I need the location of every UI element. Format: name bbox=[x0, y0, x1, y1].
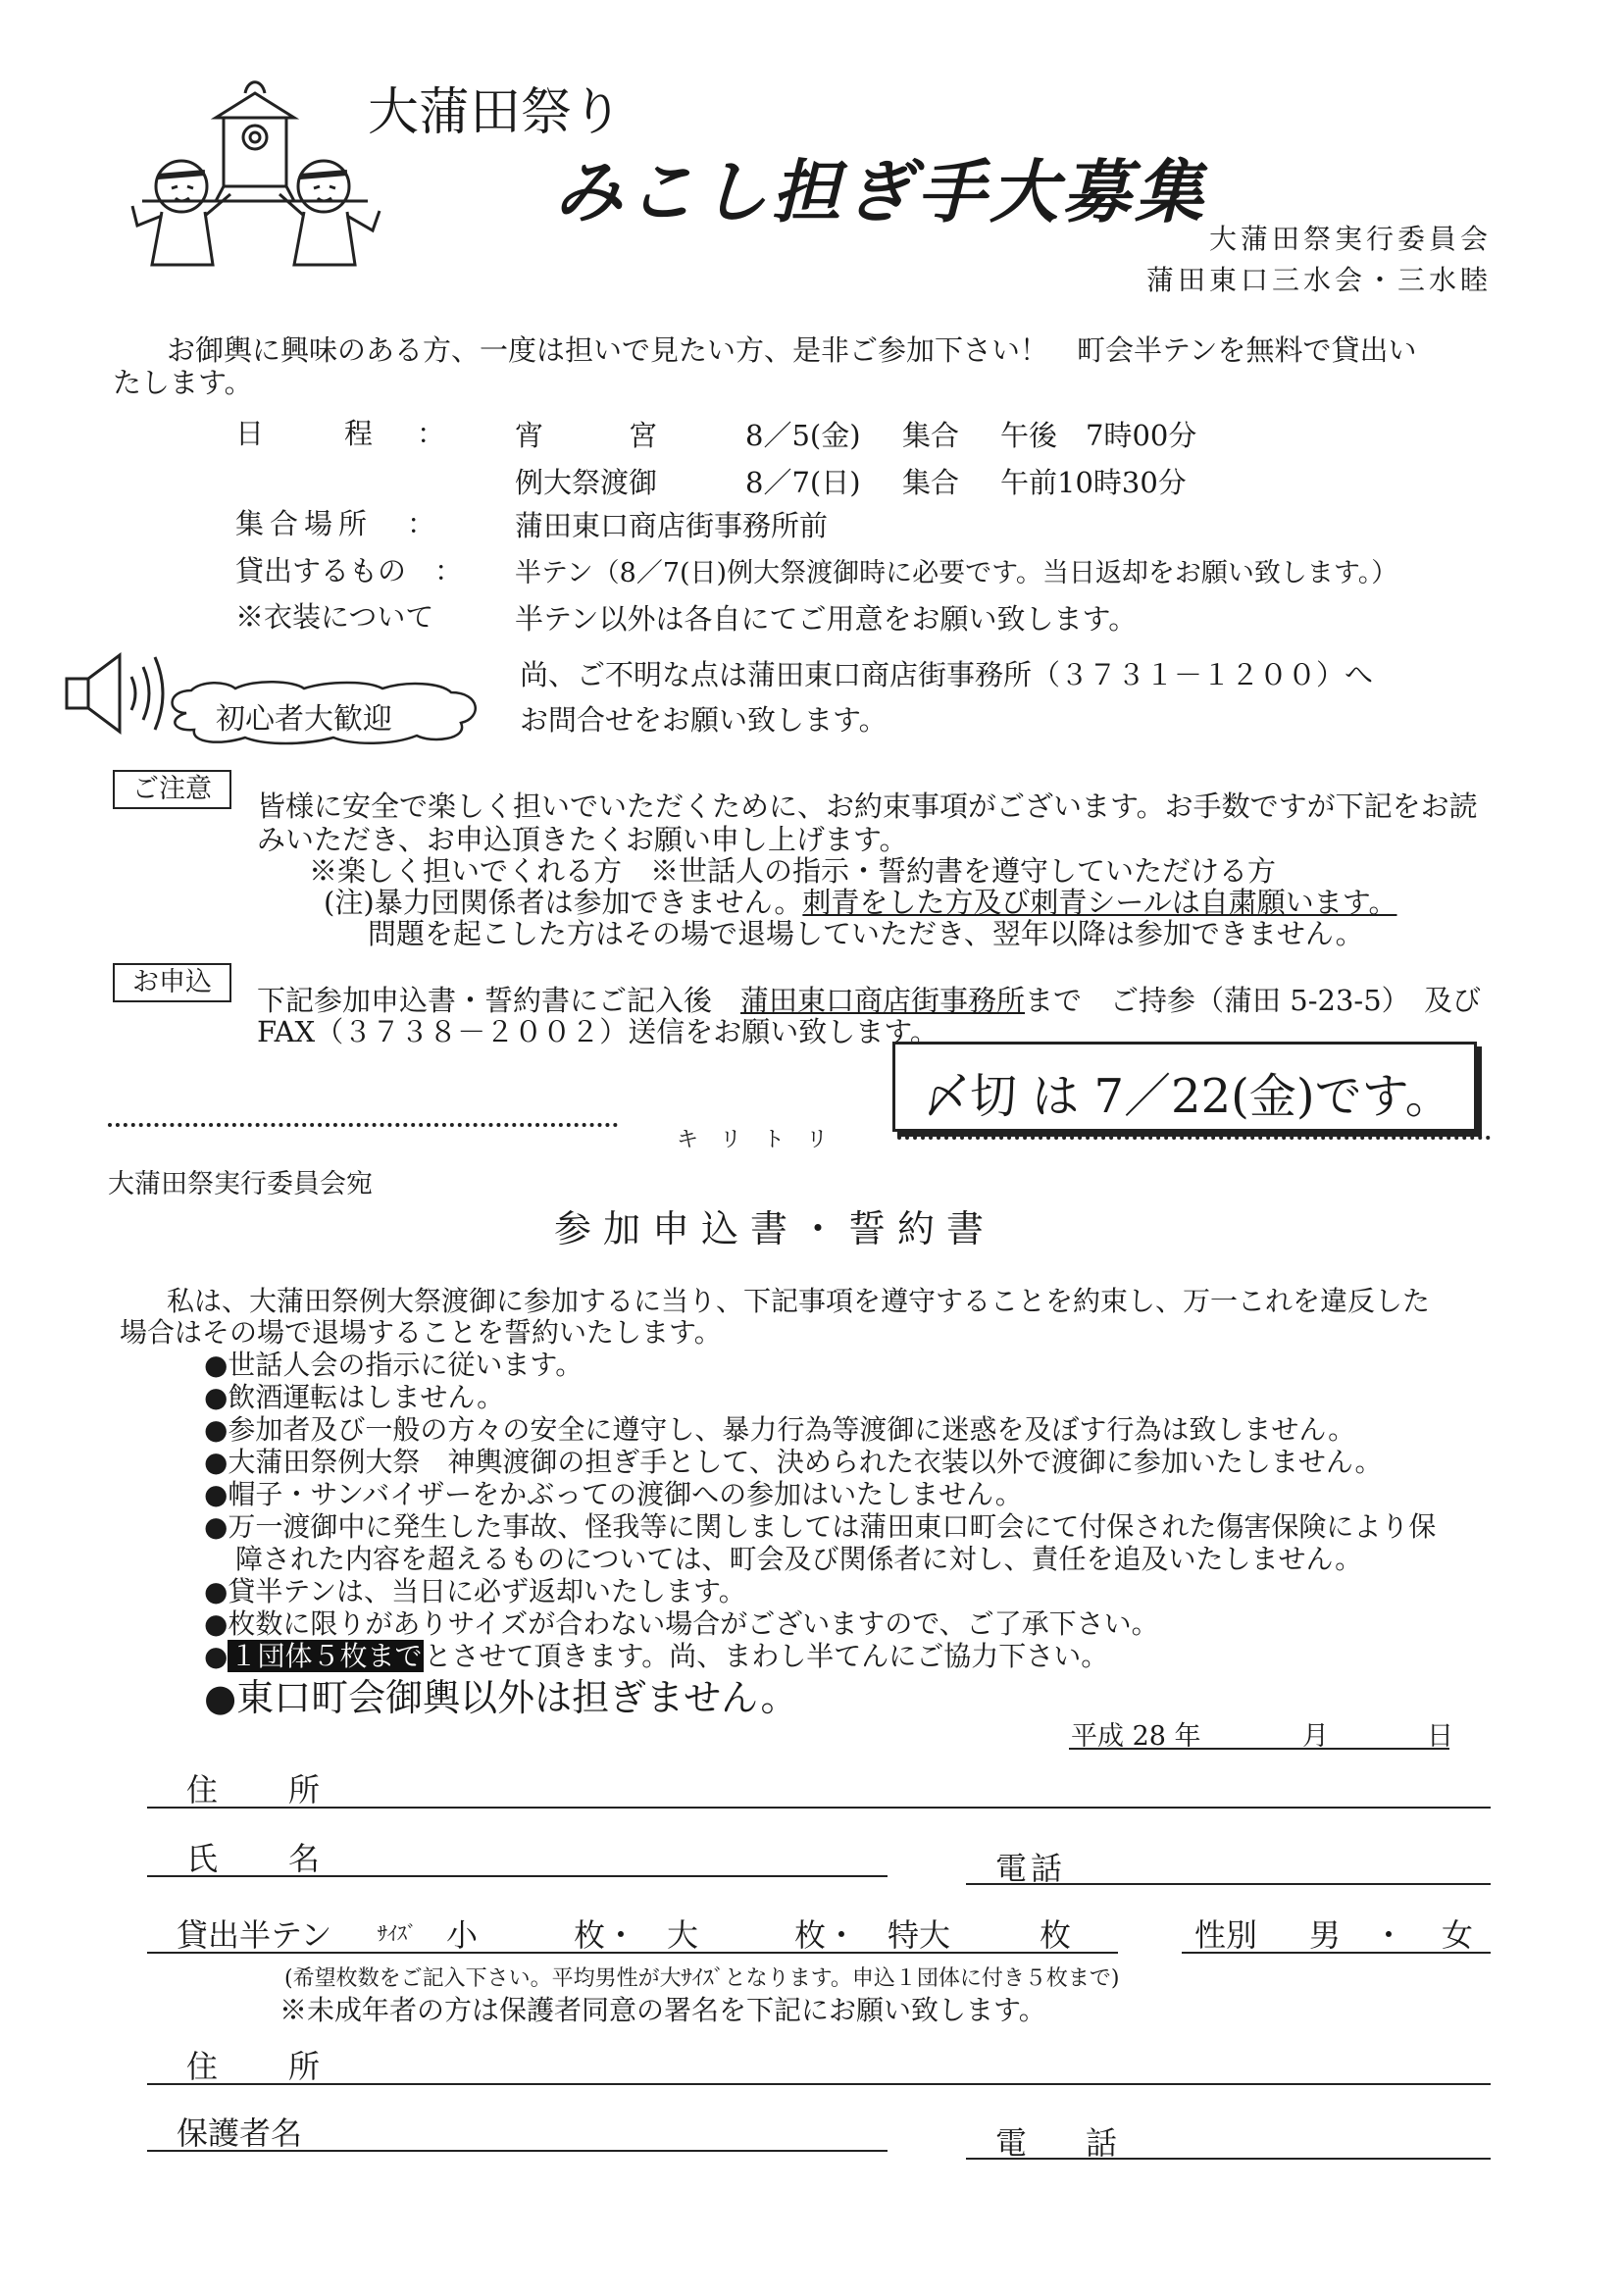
address-field[interactable] bbox=[147, 1807, 1491, 1809]
limit-rest: とさせて頂きます。尚、まわし半てんにご協力下さい。 bbox=[424, 1640, 1109, 1672]
gender-label: 性別 bbox=[1194, 1916, 1258, 1954]
intro-line-1: お御輿に興味のある方、一度は担いで見たい方、是非ご参加下さい！ 町会半テンを無料で貸出い bbox=[167, 333, 1417, 367]
meeting-place-value: 蒲田東口商店街事務所前 bbox=[515, 509, 829, 542]
date-day: 日 bbox=[1427, 1721, 1453, 1752]
gender-separator: ・ bbox=[1373, 1916, 1405, 1954]
schedule-label: 日 程 ： bbox=[235, 417, 454, 450]
apply-line-2: FAX（３７３８－２００２）送信をお願い致します。 bbox=[257, 1015, 939, 1048]
beginner-welcome-badge bbox=[157, 679, 490, 747]
guardian-address-label: 住 所 bbox=[186, 2048, 340, 2085]
notice-line-2: みいただき、お申込頂きたくお願い申し上げます。 bbox=[257, 823, 908, 856]
rule-item: ●枚数に限りがありサイズが合わない場合がございますので、ご了承下さい。 bbox=[204, 1607, 1159, 1640]
form-title: 参加申込書・誓約書 bbox=[554, 1207, 996, 1250]
gender-male[interactable]: 男 bbox=[1309, 1916, 1342, 1954]
apply-office: 蒲田東口商店街事務所 bbox=[740, 984, 1026, 1017]
form-addressee: 大蒲田祭実行委員会宛 bbox=[108, 1169, 373, 1199]
rule-item: ●世話人会の指示に従います。 bbox=[204, 1349, 584, 1381]
contact-line-1: 尚、ご不明な点は蒲田東口商店街事務所（３７３１－１２００）へ bbox=[520, 658, 1374, 691]
notice-tag: ご注意 bbox=[113, 770, 231, 809]
mikoshi-illustration bbox=[123, 78, 387, 275]
cut-line-left bbox=[108, 1123, 618, 1127]
sheets-label-3: 枚 bbox=[1040, 1916, 1072, 1954]
costume-value: 半テン以外は各自にてご用意をお願い致します。 bbox=[515, 602, 1138, 636]
notice-line-3: ※楽しく担いでくれる方 ※世話人の指示・誓約書を遵守していただける方 bbox=[309, 854, 1277, 888]
intro-line-2: たします。 bbox=[113, 366, 253, 399]
festival-name: 大蒲田祭り bbox=[368, 83, 624, 142]
guardian-phone-label: 電 話 bbox=[995, 2124, 1132, 2162]
size-label: ｻｲｽﾞ bbox=[378, 1921, 417, 1945]
notice-line-5: 問題を起こした方はその場で退場していただき、翌年以降は参加できません。 bbox=[368, 917, 1364, 950]
costume-label: ※衣装について bbox=[235, 600, 434, 634]
gender-field[interactable] bbox=[1182, 1952, 1491, 1954]
guardian-address-field[interactable] bbox=[147, 2083, 1491, 2085]
page-title: みこし担ぎ手大募集 bbox=[554, 152, 1207, 232]
size-small-label: 小 bbox=[446, 1916, 479, 1954]
notice-tattoo-warning: 刺青をした方及び刺青シールは自粛願います。 bbox=[802, 886, 1397, 919]
sheets-label-2: 枚・ bbox=[794, 1916, 858, 1954]
schedule-main-time: 午前10時30分 bbox=[1000, 466, 1187, 499]
notice-line-1: 皆様に安全で楽しく担いでいただくために、お約束事項がございます。お手数ですが下記をお読 bbox=[257, 790, 1478, 823]
apply-tag: お申込 bbox=[113, 963, 231, 1002]
schedule-eve-event: 宵 宮 bbox=[515, 419, 658, 452]
organizer-name: 大蒲田祭実行委員会 bbox=[1208, 223, 1492, 255]
rental-field[interactable] bbox=[147, 1952, 1118, 1954]
beginner-welcome-text: 初心者大歓迎 bbox=[216, 702, 392, 737]
deadline-text: 〆切 は 7／22(金)です。 bbox=[923, 1069, 1452, 1124]
rule-item: ●帽子・サンバイザーをかぶっての渡御への参加はいたしません。 bbox=[204, 1478, 1023, 1510]
meeting-place-label: 集合場所 ： bbox=[235, 507, 442, 540]
deadline-box bbox=[892, 1042, 1477, 1132]
cut-line-label: キ リ ト リ bbox=[677, 1128, 829, 1152]
rental-items-label: 貸出するもの ： bbox=[235, 554, 464, 587]
gender-female[interactable]: 女 bbox=[1442, 1916, 1474, 1954]
rule-item: ●飲酒運転はしません。 bbox=[204, 1381, 505, 1413]
apply-address: まで ご持参（蒲田 5-23-5） 及び bbox=[1025, 984, 1482, 1017]
address-label: 住 所 bbox=[186, 1771, 340, 1809]
contact-line-2: お問合せをお願い致します。 bbox=[520, 703, 888, 737]
date-month: 月 bbox=[1302, 1721, 1329, 1752]
rule-item-continued: 障された内容を超えるものについては、町会及び関係者に対し、責任を追及いたしません。 bbox=[235, 1543, 1363, 1575]
rule-item: ●参加者及び一般の方々の安全に遵守し、暴力行為等渡御に迷惑を及ぼす行為は致しません。 bbox=[204, 1413, 1356, 1446]
rule-item: ●万一渡御中に発生した事故、怪我等に関しましては蒲田東口町会にて付保された傷害保険により保 bbox=[204, 1510, 1437, 1543]
guardian-phone-field[interactable] bbox=[966, 2158, 1491, 2160]
schedule-eve-meet: 集合 bbox=[902, 419, 960, 452]
name-field[interactable] bbox=[147, 1875, 888, 1877]
notice-gang-warning: (注)暴力団関係者は参加できません。 bbox=[324, 886, 803, 919]
schedule-eve-time: 午後 7時00分 bbox=[1000, 419, 1197, 452]
organizer-groups: 蒲田東口三水会・三水睦 bbox=[1145, 264, 1492, 296]
mikoshi-carriers-icon bbox=[123, 78, 387, 275]
rule-item: ●貸半テンは、当日に必ず返却いたします。 bbox=[204, 1575, 746, 1607]
cut-line-right bbox=[897, 1136, 1491, 1140]
schedule-main-event: 例大祭渡御 bbox=[515, 466, 658, 499]
guardian-name-field[interactable] bbox=[147, 2150, 888, 2152]
rule-item: ●大蒲田祭例大祭 神輿渡御の担ぎ手として、決められた衣装以外で渡御に参加いたしません。 bbox=[204, 1446, 1383, 1478]
size-note: (希望枚数をご記入下さい。平均男性が大ｻｲｽﾞとなります。申込１団体に付き５枚まで) bbox=[284, 1966, 1120, 1991]
limit-bullet: ● bbox=[204, 1640, 228, 1672]
schedule-eve-date: 8／5(金) bbox=[745, 419, 861, 452]
name-label: 氏 名 bbox=[186, 1840, 340, 1877]
phone-field[interactable] bbox=[966, 1883, 1491, 1885]
rental-items-value: 半テン（8／7(日)例大祭渡御時に必要です。当日返却をお願い致します。） bbox=[515, 558, 1398, 588]
phone-label: 電話 bbox=[995, 1850, 1067, 1887]
size-large-label: 大 bbox=[667, 1916, 699, 1954]
schedule-main-date: 8／7(日) bbox=[745, 466, 861, 499]
date-era: 平成 28 年 bbox=[1071, 1721, 1201, 1752]
date-underline bbox=[1069, 1748, 1449, 1750]
sheets-label-1: 枚・ bbox=[574, 1916, 637, 1954]
pledge-line-2: 場合はその場で退場することを誓約いたします。 bbox=[120, 1316, 722, 1349]
schedule-main-meet: 集合 bbox=[902, 466, 960, 499]
pledge-line-1: 私は、大蒲田祭例大祭渡御に参加するに当り、下記事項を遵守することを約束し、万一これを違反した bbox=[167, 1285, 1431, 1317]
guardian-name-label: 保護者名 bbox=[177, 2115, 303, 2152]
size-xl-label: 特大 bbox=[888, 1916, 951, 1954]
limit-highlight: １団体５枚まで bbox=[229, 1640, 423, 1672]
east-town-rule: ●東口町会御輿以外は担ぎません。 bbox=[204, 1676, 798, 1719]
rental-label: 貸出半テン bbox=[177, 1916, 332, 1954]
apply-instruction: 下記参加申込書・誓約書にご記入後 bbox=[257, 984, 741, 1017]
minor-note: ※未成年者の方は保護者同意の署名を下記にお願い致します。 bbox=[279, 1994, 1046, 2026]
